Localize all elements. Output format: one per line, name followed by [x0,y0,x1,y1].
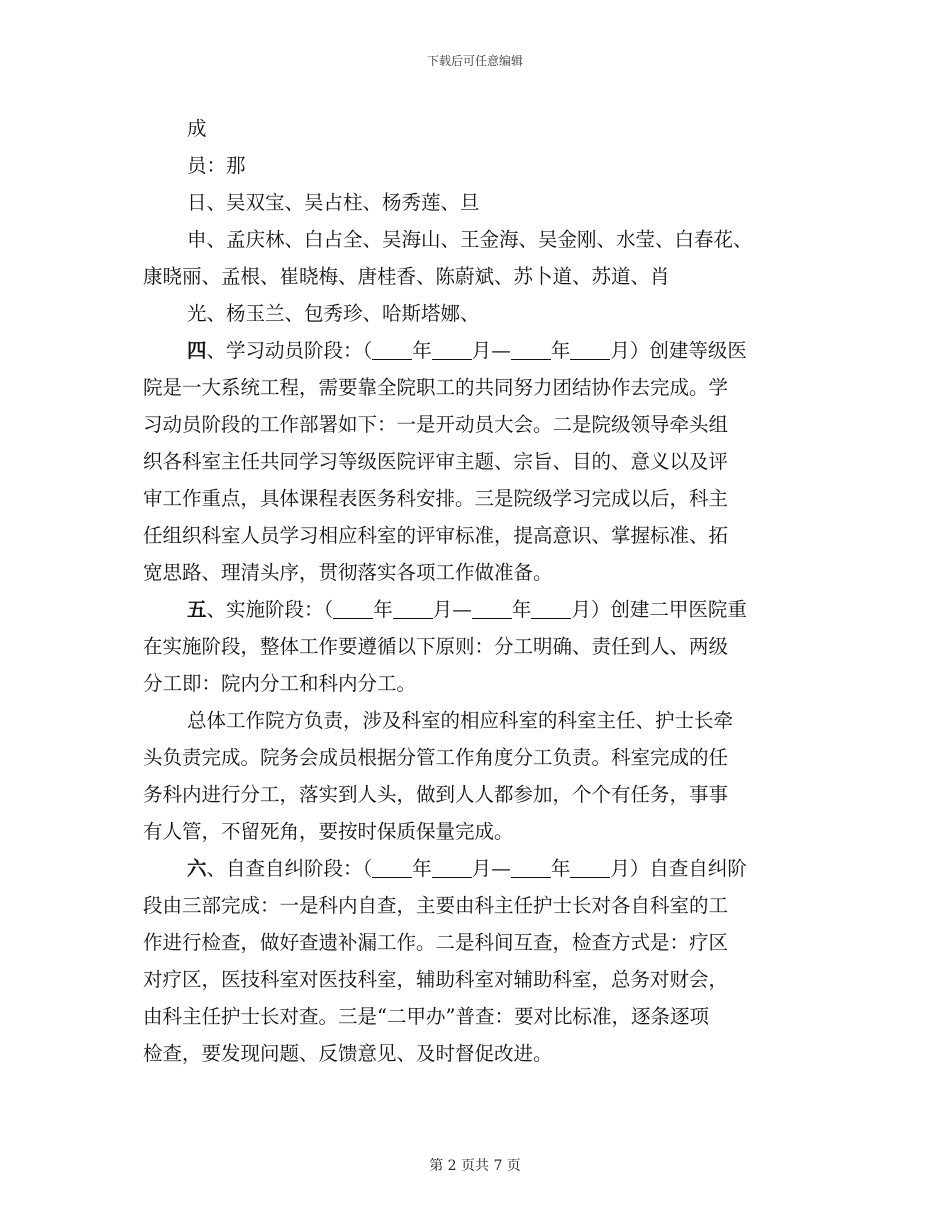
document-body [143,110,823,1072]
month-label: 月— [471,339,511,362]
paragraph-line: 段由三部完成：一是科内自查，主要由科主任护士长对各自科室的工 [143,894,729,917]
blank-line [570,341,610,360]
section-6-title: 、自查自纠阶段：（ [206,857,373,880]
section-5-title: 、实施阶段：（ [206,598,334,621]
paragraph-line: 头负责完成。院务会成员根据分管工作角度分工负责。科室完成的任 [143,746,729,769]
paragraph-line: 院是一大系统工程，需要靠全院职工的共同努力团结协作去完成。学 [143,376,729,399]
blank-line [472,600,512,619]
section-4-text: 月）创建等级医 [610,339,747,362]
blank-line [372,341,412,360]
blank-line [432,859,472,878]
page-footer: 第 2 页共 7 页 [429,1158,521,1174]
blank-line [511,341,551,360]
section-4-first-line [143,332,823,369]
section-4-heading: 四 [187,339,207,362]
paragraph-line: 任组织科室人员学习相应科室的评审标准，提高意识、掌握标准、拓 [143,524,729,547]
month-label: 月— [432,598,472,621]
section-5-first-line [143,591,823,628]
year-label: 年 [550,339,571,362]
paragraph-line: 有人管，不留死角，要按时保质保量完成。 [143,820,514,843]
member-line: 成 [187,117,207,140]
section-6-first-line [143,850,823,887]
paragraph-line: 在实施阶段，整体工作要遵循以下原则：分工明确、责任到人、两级 [143,635,729,658]
year-label: 年 [412,339,432,362]
blank-line [393,600,433,619]
year-label: 年 [373,598,393,621]
paragraph-line: 对疗区，医技科室对医技科室，辅助科室对辅助科室，总务对财会， [143,968,729,991]
section-5-heading: 五 [187,598,207,621]
year-label: 年 [412,857,432,880]
blank-line [372,859,412,878]
member-line: 日、吴双宝、吴占柱、杨秀莲、旦 [187,191,480,214]
blank-line [432,341,472,360]
member-line: 光、杨玉兰、包秀珍、哈斯塔娜、 [187,302,480,325]
blank-line [570,859,610,878]
blank-line [531,600,571,619]
section-4-title: 、学习动员阶段：（ [206,339,373,362]
paragraph-line: 检查，要发现问题、反馈意见、及时督促改进。 [143,1042,553,1065]
year-label: 年 [511,598,532,621]
section-6-text: 月）自查自纠阶 [610,857,747,880]
year-label: 年 [550,857,571,880]
paragraph-line: 由科主任护士长对查。三是“二甲办”普查：要对比标准，逐条逐项 [143,1005,709,1028]
member-line: 申、孟庆林、白占全、吴海山、王金海、吴金刚、水莹、白春花、 [187,228,753,251]
paragraph-line: 宽思路、理清头序，贯彻落实各项工作做准备。 [143,561,553,584]
blank-line [333,600,373,619]
paragraph-line: 习动员阶段的工作部署如下：一是开动员大会。二是院级领导牵头组 [143,413,729,436]
page-header: 下载后可任意编辑 [426,54,523,68]
paragraph-line: 分工即：院内分工和科内分工。 [143,672,417,695]
paragraph-line: 总体工作院方负责，涉及科室的相应科室的科室主任、护士长牵 [187,709,734,732]
paragraph-line: 审工作重点，具体课程表医务科安排。三是院级学习完成以后，科主 [143,487,729,510]
section-6-heading: 六 [187,857,207,880]
member-line: 康晓丽、孟根、崔晓梅、唐桂香、陈蔚斌、苏卜道、苏道、肖 [143,265,670,288]
paragraph-line: 作进行检查，做好查遗补漏工作。二是科间互查，检查方式是：疗区 [143,931,729,954]
member-line: 员：那 [187,154,246,177]
month-label: 月— [471,857,511,880]
paragraph-line: 务科内进行分工，落实到人头，做到人人都参加，个个有任务，事事 [143,783,729,806]
blank-line [511,859,551,878]
section-5-text: 月）创建二甲医院重 [571,598,747,621]
paragraph-line: 织各科室主任共同学习等级医院评审主题、宗旨、目的、意义以及评 [143,450,729,473]
